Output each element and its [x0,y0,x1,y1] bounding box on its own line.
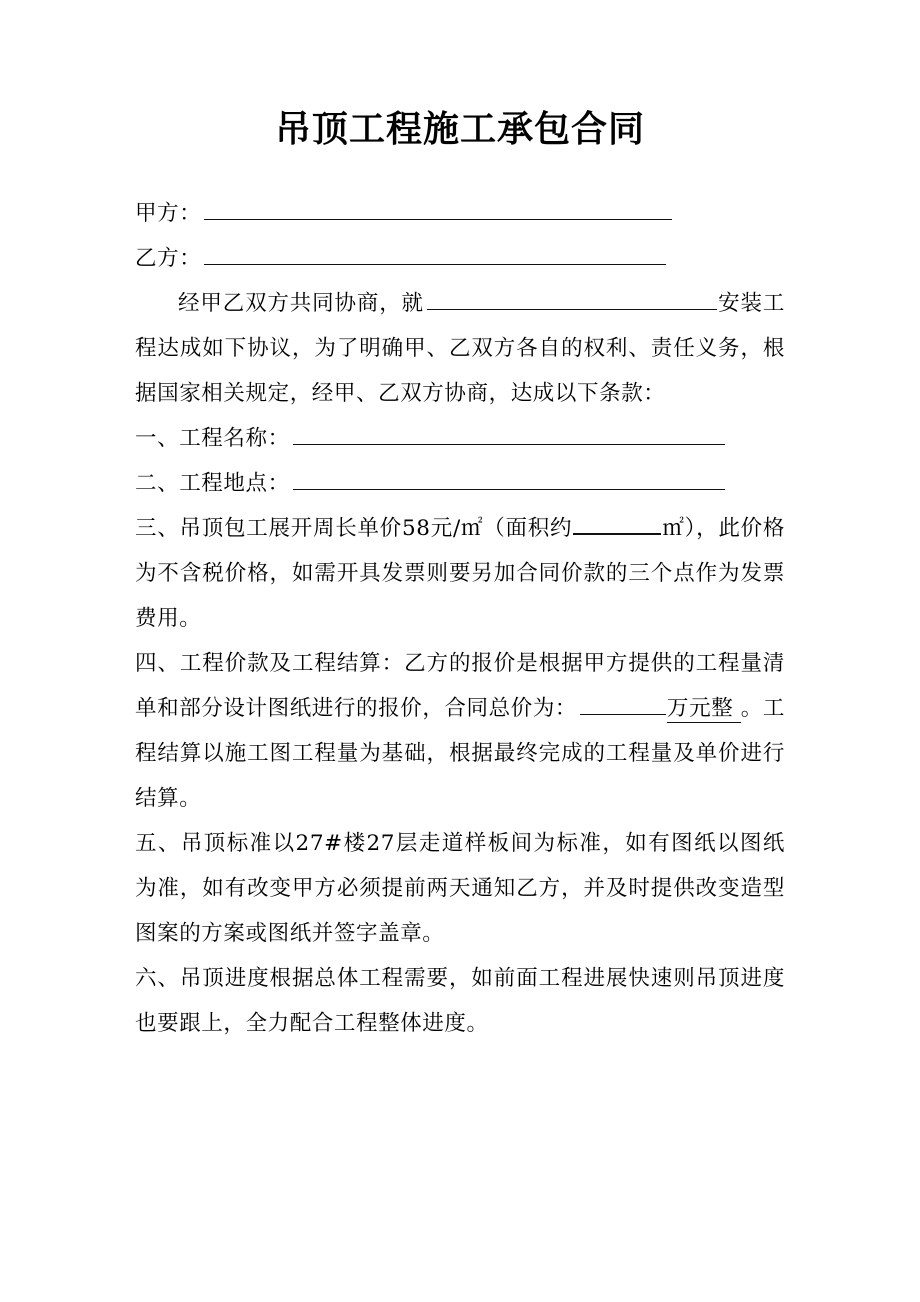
party-a-blank[interactable] [204,197,672,221]
clause-six [135,956,785,1046]
clause-two-label: 工程地点： [179,471,290,497]
clause-six-text: 吊顶进度根据总体工程需要，如前面工程进展快速则吊顶进度也要跟上，全力配合工程整体进度。 [135,966,786,1037]
clause-five [135,821,785,956]
area-blank[interactable] [573,513,661,535]
clause-one-number: 一、 [135,426,180,452]
clause-four-number: 四、 [135,651,180,677]
clause-three-tax-text: 此价格为不含税价格，如需开具发票则要另加合同价款的三个点作为发票费用。 [135,516,785,632]
preamble-paragraph [135,281,785,416]
clause-five-text: 吊顶标准以27#楼27层走道样板间为标准，如有图纸以图纸为准，如有改变甲方必须提前两天通知乙方，并及时提供改变造型图案的方案或图纸并签字盖章。 [135,831,785,947]
clause-six-number: 六、 [135,966,180,992]
clause-three-number: 三、 [135,516,180,542]
project-location-blank[interactable] [293,467,725,491]
clause-five-number: 五、 [135,831,181,857]
clause-four-tail-text: 。工程结算以施工图工程量为基础，根据最终完成的工程量及单价进行结算。 [135,696,785,812]
page-title: 吊顶工程施工承包合同 [274,109,645,150]
clause-two-number: 二、 [135,471,180,497]
document-content [135,0,785,1046]
clause-three-unit: ㎡）， [662,516,719,542]
document-body [135,191,785,1046]
party-b-line [135,236,785,281]
contract-total-blank[interactable] [580,692,666,716]
party-b-label: 乙方： [135,246,202,272]
preamble-body-text: 安装工程达成如下协议，为了明确甲、乙双方各自的权利、责任义务，根据国家相关规定，经甲、乙双方协商，达成以下条款： [135,291,785,407]
party-a-line [135,191,785,236]
clause-four [135,641,785,821]
clause-one-label: 工程名称： [179,426,290,452]
contract-total-unit: 万元整 [667,696,741,722]
clause-four-lead-text: 工程价款及工程结算：乙方的报价是根据甲方提供的工程量清单和部分设计图纸进行的报价，合同总价为： [135,651,786,722]
party-a-label: 甲方： [135,201,202,227]
preamble-subject-blank[interactable] [427,287,717,311]
project-name-blank[interactable] [293,422,725,446]
clause-three-price-text: 吊顶包工展开周长单价58元/㎡（面积约 [179,516,573,542]
party-b-blank[interactable] [204,242,666,266]
clause-two [135,461,785,506]
preamble-lead-text: 经甲乙双方共同协商，就 [178,291,424,317]
clause-three [135,506,785,641]
clause-one [135,416,785,461]
